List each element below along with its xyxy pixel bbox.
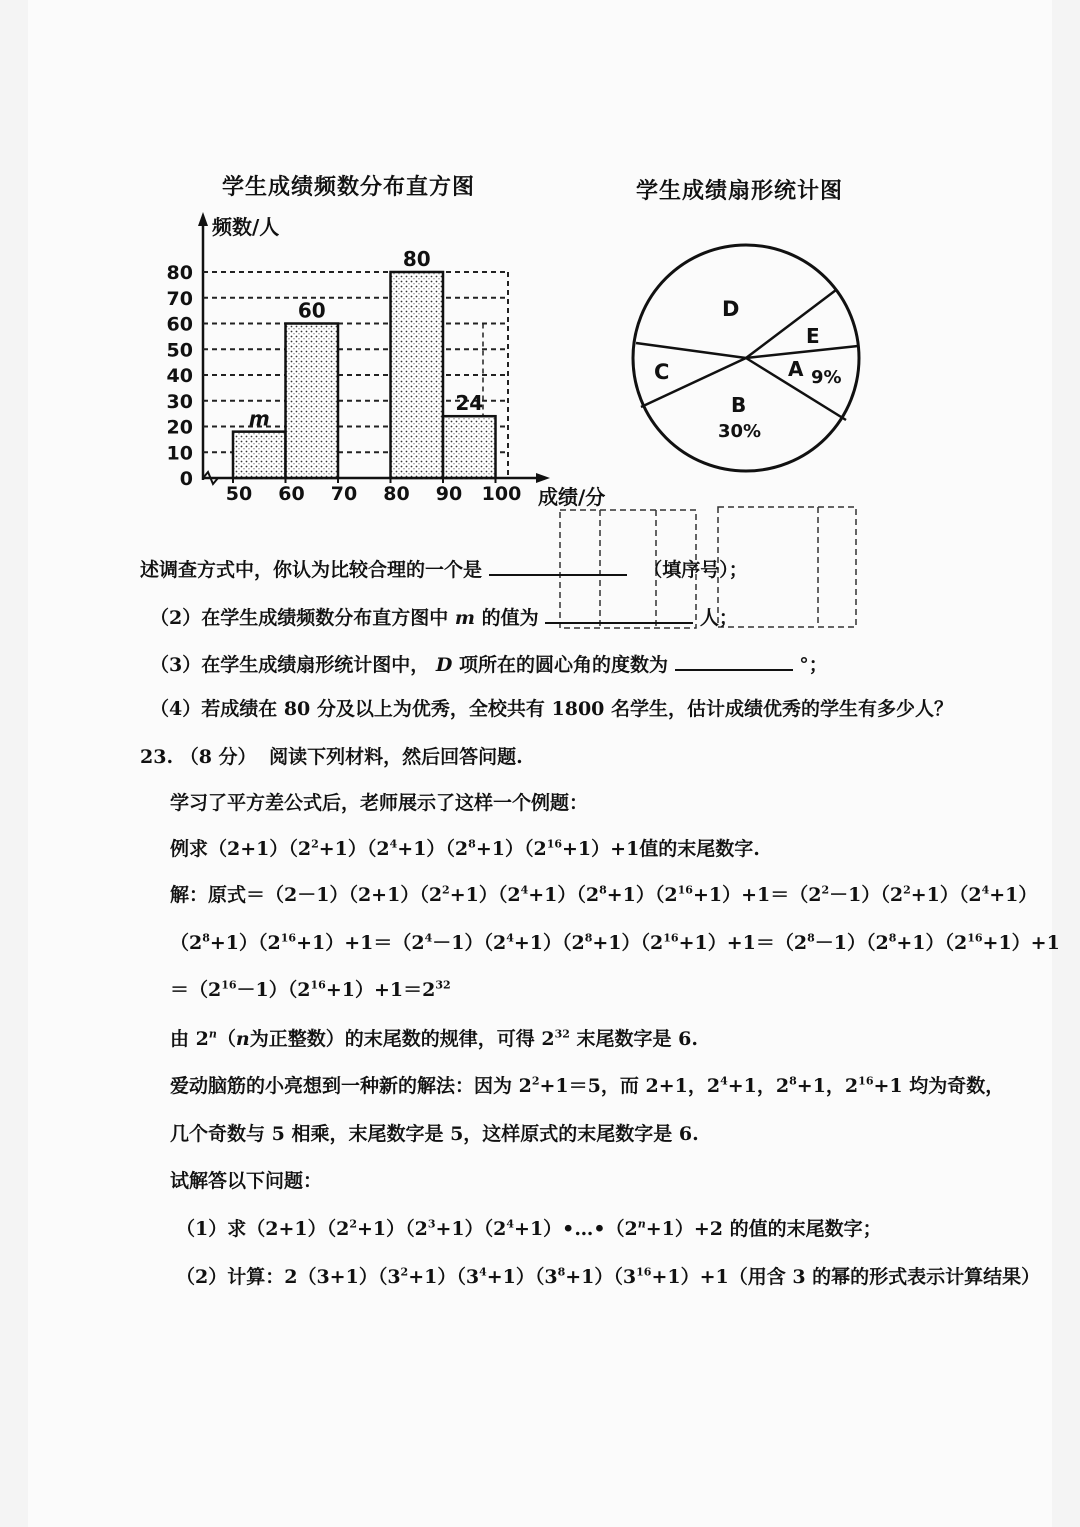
q22-line3-mid: 项所在的圆心角的度数为 bbox=[458, 654, 668, 676]
histogram-chart bbox=[150, 205, 570, 515]
q22-line2-suffix: 人； bbox=[699, 607, 738, 629]
q22-line2-mid: 的值为 bbox=[481, 607, 539, 629]
q23-p1: 学习了平方差公式后，老师展示了这样一个例题： bbox=[170, 792, 589, 814]
q22-line3-text: （3）在学生成绩扇形统计图中， bbox=[150, 654, 430, 676]
q22-line1-suffix: （填序号）； bbox=[643, 559, 748, 581]
q23-sub2-prefix: （2）计算： bbox=[176, 1266, 285, 1288]
y-tick-label: 10 bbox=[166, 442, 193, 465]
q23-heading bbox=[140, 742, 523, 769]
q23-sub2: （2）计算：$2(3+1)(3^2+1)(3^4+1)(3^8+1)(3^{16}+1)+1$（用含 3 的幂的形式表示计算结果） bbox=[176, 1265, 1041, 1288]
histogram-x-ticks bbox=[226, 478, 522, 505]
y-axis-arrow bbox=[198, 212, 208, 226]
x-tick-label: 70 bbox=[330, 483, 358, 505]
q23-sub1-prefix: （1）求 bbox=[176, 1218, 247, 1240]
y-tick-label: 80 bbox=[166, 262, 193, 284]
q23-number: 23. bbox=[140, 746, 174, 768]
pie-label-b: B bbox=[731, 393, 747, 417]
pie-label-d: D bbox=[722, 297, 740, 321]
y-tick-label: 60 bbox=[166, 313, 193, 336]
q23-example: 例求$(2+1)(2^2+1)(2^4+1)(2^8+1)(2^{16}+1)+1$值的末尾数字. bbox=[170, 837, 760, 860]
q22-blank-2[interactable] bbox=[545, 604, 693, 624]
bar-value-label: m bbox=[248, 406, 270, 431]
q23-solution-line1: 解：原式$=(2-1)(2+1)(2^2+1)(2^4+1)(2^8+1)(2^{16}+1)+1=(2^2-1)(2^2+1)(2^4+1)$ bbox=[170, 883, 1038, 906]
q23-score: （8 分） bbox=[179, 746, 257, 768]
q23-xiaoliang-2: 几个奇数与 5 相乘，末尾数字是 5，这样原式的末尾数字是 6. bbox=[170, 1123, 699, 1145]
q23-sub1-suffix: 的值的末尾数字； bbox=[729, 1218, 882, 1240]
pie-divider-c-d bbox=[636, 343, 746, 358]
q22-line4: （4）若成绩在 80 分及以上为优秀，全校共有 1800 名学生，估计成绩优秀的学生有多少人？ bbox=[150, 698, 954, 720]
y-tick-label: 20 bbox=[166, 416, 193, 439]
q23-sub2-suffix: （用含 3 的幂的形式表示计算结果） bbox=[728, 1266, 1041, 1288]
y-tick-label: 40 bbox=[166, 365, 193, 387]
q23-solution-line3: $=(2^{16}-1)(2^{16}+1)+1=2^{32}$ bbox=[170, 978, 451, 1001]
histogram-bar bbox=[286, 324, 339, 479]
pie-label-a: A bbox=[788, 357, 804, 381]
histogram-bars bbox=[233, 247, 496, 478]
histogram-bar bbox=[443, 416, 496, 478]
q22-var-m: m bbox=[454, 607, 475, 629]
q22-var-d: D bbox=[435, 654, 453, 676]
q23-xiaoliang-1: 爱动脑筋的小亮想到一种新的解法：因为 $2^2+1=5$，而 2+1，$2^4+1$，$2^8+1$，$2^{16}+1$ 均为奇数， bbox=[170, 1074, 1005, 1097]
y-tick-label: 50 bbox=[166, 339, 193, 362]
pie-percent-b: 30% bbox=[718, 421, 762, 442]
bar-value-label: 24 bbox=[455, 391, 484, 416]
pie-divider-d-e bbox=[746, 290, 836, 358]
q23-xl-b: ，而 bbox=[600, 1075, 639, 1097]
bar-value-label: 80 bbox=[402, 247, 431, 271]
q23-rule: 由 2$^n$（n为正整数）的末尾数的规律，可得 $2^{32}$ 末尾数字是 6. bbox=[170, 1027, 698, 1050]
pie-title: 学生成绩扇形统计图 bbox=[636, 178, 844, 204]
bar-value-label: 60 bbox=[297, 298, 326, 323]
histogram-bar bbox=[233, 432, 286, 478]
q22-line1-text: 述调查方式中，你认为比较合理的一个是 bbox=[140, 559, 483, 581]
q23-xl-a: 爱动脑筋的小亮想到一种新的解法：因为 bbox=[170, 1075, 513, 1097]
pie-label-c: C bbox=[654, 360, 670, 384]
q22-line2-text: （2）在学生成绩频数分布直方图中 bbox=[150, 607, 449, 629]
pie-chart bbox=[620, 230, 875, 485]
q22-blank-3[interactable] bbox=[675, 651, 793, 671]
x-tick-label: 90 bbox=[435, 483, 463, 505]
q22-blank-1[interactable] bbox=[489, 556, 627, 576]
q22-line3-suffix: °； bbox=[799, 654, 828, 676]
q22-line1 bbox=[140, 555, 748, 582]
x-tick-label: 50 bbox=[225, 483, 253, 505]
q22-line3 bbox=[150, 650, 828, 677]
x-tick-label: 60 bbox=[278, 483, 305, 505]
q23-xl-c: 均为奇数， bbox=[909, 1075, 1005, 1097]
x-tick-label: 80 bbox=[383, 483, 410, 505]
histogram-bar bbox=[391, 272, 444, 478]
q23-sub1: （1）求$(2+1)(2^2+1)(2^3+1)(2^4+1)•\dots•(2^n+1)+2$ 的值的末尾数字； bbox=[176, 1217, 882, 1240]
q23-example-prefix: 例求 bbox=[170, 838, 209, 860]
y-tick-label: 70 bbox=[166, 287, 193, 310]
y-tick-label: 30 bbox=[166, 390, 193, 413]
histogram-title: 学生成绩频数分布直方图 bbox=[222, 174, 476, 200]
pie-label-e: E bbox=[806, 324, 820, 348]
pie-percent-a: 9% bbox=[811, 367, 842, 388]
q23-example-suffix: 值的末尾数字. bbox=[639, 838, 760, 860]
q23-intro: 阅读下列材料，然后回答问题. bbox=[269, 746, 523, 768]
q22-line2 bbox=[150, 603, 738, 630]
q23-rule-c: 末尾数字是 6. bbox=[576, 1028, 698, 1050]
x-axis-label: 成绩/分 bbox=[538, 485, 606, 509]
q23-rule-a: 由 bbox=[170, 1028, 190, 1050]
q23-try: 试解答以下问题： bbox=[170, 1170, 323, 1192]
y-tick-label: 0 bbox=[179, 468, 193, 490]
y-axis-label: 频数/人 bbox=[212, 215, 280, 239]
q23-solution-line2: $(2^8+1)(2^{16}+1)+1=(2^4-1)(2^4+1)(2^8+1)(2^{16}+1)+1=(2^8-1)(2^8+1)(2^{16}+1)+1$ bbox=[170, 931, 1060, 954]
x-tick-label: 100 bbox=[481, 483, 522, 505]
q23-solution-label: 解：原式＝ bbox=[170, 884, 266, 906]
q23-rule-b: 为正整数）的末尾数的规律，可得 bbox=[249, 1028, 535, 1050]
histogram-y-ticks bbox=[167, 262, 193, 490]
